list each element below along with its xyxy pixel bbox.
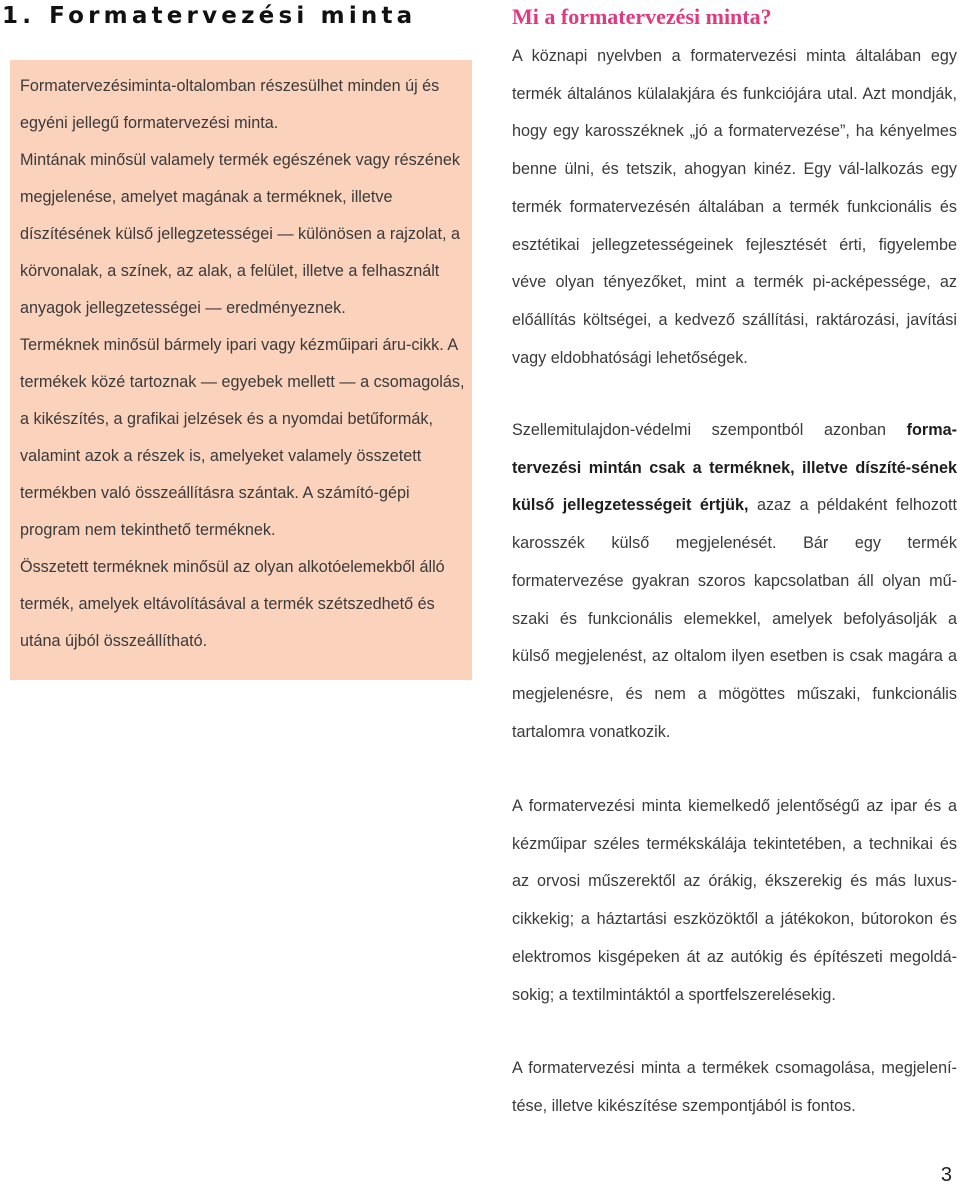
right-paragraph-2-rest: azaz a példaként felhozott karosszék külső megjelenését. Bár egy termék formatervezése gyakran szoros kapcsolatban áll olyan mű-szaki és funkcionális elemekkel, amelyek befolyásolják a külső megjelenést, az oltalom ilyen esetben is csak magára a megjelenésre, és nem a mögöttes műszaki, funkcionális tartalomra vonatkozik. <box>512 496 957 741</box>
section-title: Formatervezési minta <box>49 3 417 29</box>
definition-paragraph-3: Terméknek minősül bármely ipari vagy kézműipari áru-cikk. A termékek közé tartoznak — egyebek mellett — a csomagolás, a kikészítés, a grafikai jelzések és a nyomdai betűformák, valamint azok a részek is, amelyeket valamely összetett termékben való összeállításra szántak. A számító-gépi program nem tekinthető terméknek. <box>20 336 465 539</box>
page-number: 3 <box>940 1164 952 1186</box>
right-paragraph-2-lead: Szellemitulajdon-védelmi szempontból azonban <box>512 421 907 439</box>
section-number: 1. <box>2 3 36 29</box>
right-paragraph-3: A formatervezési minta kiemelkedő jelentőségű az ipar és a kézműipar széles termékskálája tekintetében, a technikai és az orvosi műszerektől az órákig, ékszerekig és más luxus-cikkekig; a háztartási eszközöktől a játékokon, bútorokon és elektromos kisgépeken át az autókig és építészeti megoldá-sokig; a textilmintáktól a sportfelszerelésekig. <box>512 797 957 1004</box>
right-paragraph-2-emphasis: forma-tervezési mintán csak a terméknek, illetve díszíté-sének külső jellegzetességeit értjük, <box>512 421 957 515</box>
definition-paragraph-2: Mintának minősül valamely termék egészének vagy részének megjelenése, amelyet magának a terméknek, illetve díszítésének külső jellegzetességei — különösen a rajzolat, a körvonalak, a színek, az alak, a felület, illetve a felhasznált anyagok jellegzetességei — eredményeznek. <box>20 151 461 317</box>
definition-text <box>20 68 465 660</box>
definition-paragraph-1: Formatervezésiminta-oltalomban részesülhet minden új és egyéni jellegű formatervezési minta. <box>20 77 440 132</box>
right-paragraph-4: A formatervezési minta a termékek csomagolása, megjelení-tése, illetve kikészítése szempontjából is fontos. <box>512 1059 957 1115</box>
right-paragraph-1: A köznapi nyelvben a formatervezési minta általában egy termék általános külalakjára és funkciójára utal. Azt mondják, hogy egy karosszéknek „jó a formatervezése”, ha kényelmes benne ülni, és tetszik, ahogyan kinéz. Egy vál-lalkozás egy termék formatervezésén általában a termék funkcionális és esztétikai jellegzetességeinek fejlesztését érti, figyelembe véve olyan tényezőket, mint a termék pi-acképessége, az előállítás költségei, a kedvező szállítási, raktározási, javítási vagy eldobhatósági lehetőségek. <box>512 47 957 367</box>
definition-paragraph-4: Összetett terméknek minősül az olyan alkotóelemekből álló termék, amelyek eltávolításával a termék szétszedhető és utána újból összeállítható. <box>20 558 445 650</box>
section-heading <box>2 0 416 32</box>
right-paragraph-2 <box>512 412 957 751</box>
right-column-title: Mi a formatervezési minta? <box>512 4 772 29</box>
